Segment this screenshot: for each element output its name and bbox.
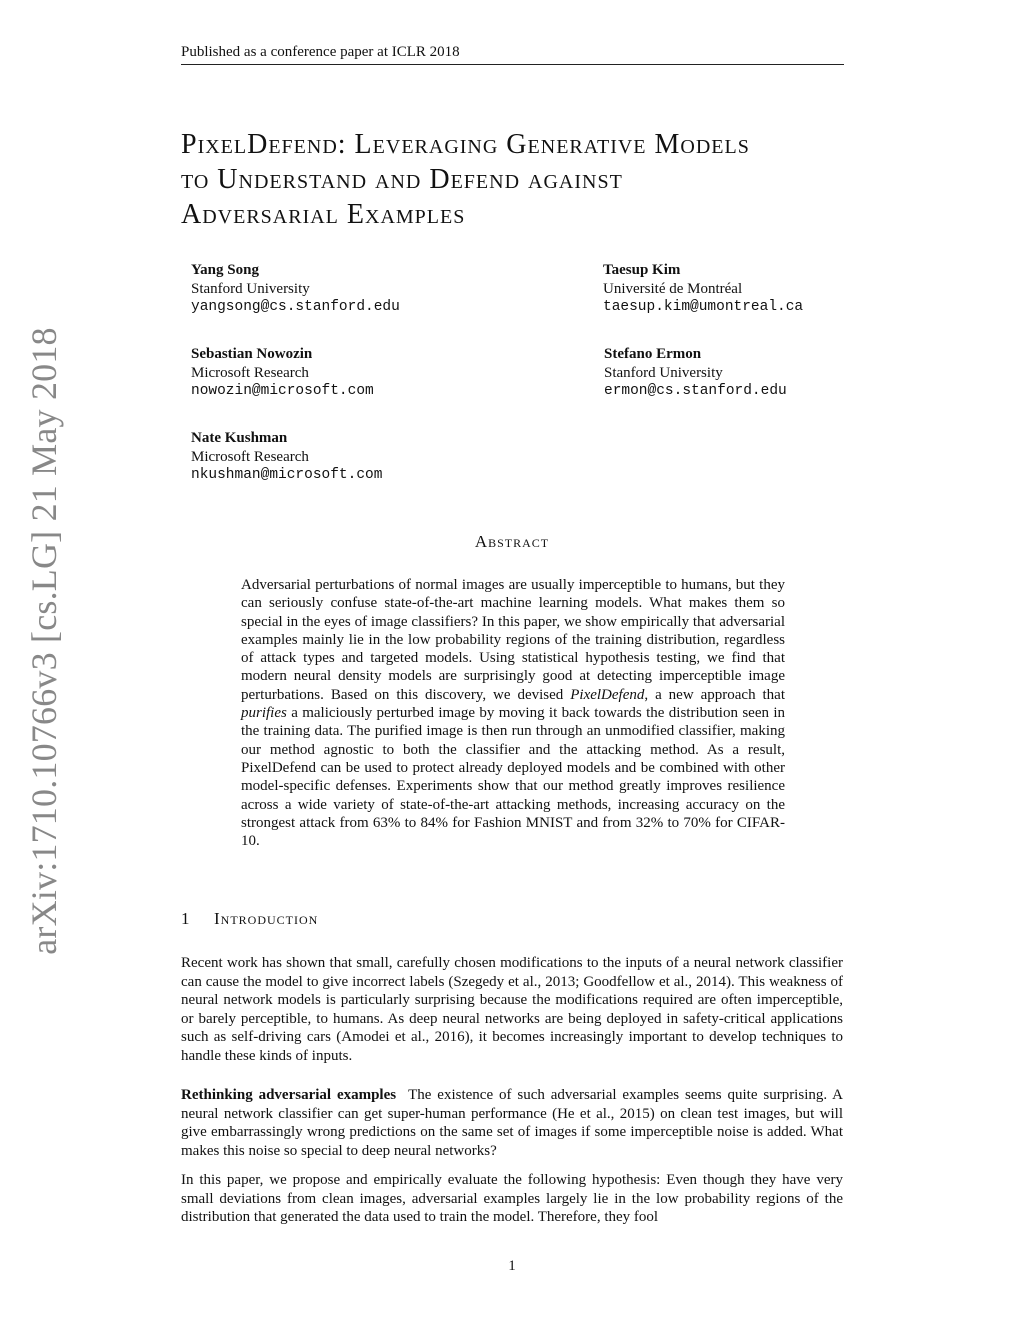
abstract-text: a maliciously perturbed image by moving it back towards the distribution seen in the training data. The purified image is then run through an unmodified classifier, making our method agnostic to both the classifier and the attacking method. As a result, PixelDefend can be used to protect already deployed models and be combined with other model-specific defenses. Experiments show that our method greatly improves resilience across a wide variety of state-of-the-art attacking methods, increasing accuracy on the strongest attack from 63% to 84% for Fashion MNIST and from 32% to 70% for CIFAR-10. <box>241 705 785 850</box>
author-affiliation: Microsoft Research <box>191 448 309 465</box>
author-affiliation: Stanford University <box>604 364 723 381</box>
author-affiliation: Université de Montréal <box>603 280 743 297</box>
author-block <box>191 261 400 317</box>
author-name: Stefano Ermon <box>604 346 702 362</box>
arxiv-stamp <box>0 0 64 1325</box>
title-line: Adversarial Examples <box>181 199 466 230</box>
author-email[interactable]: nowozin@microsoft.com <box>191 383 374 399</box>
abstract-emphasis: PixelDefend <box>570 686 645 703</box>
author-block <box>603 261 803 317</box>
arxiv-stamp-text: arXiv:1710.10766v3 [cs.LG] 21 May 2018 <box>24 327 64 955</box>
author-name: Sebastian Nowozin <box>191 346 313 362</box>
author-block <box>604 345 787 401</box>
intro-paragraph: Recent work has shown that small, carefully chosen modifications to the inputs of a neural network classifier can cause the model to give incorrect labels (Szegedy et al., 2013; Goodfellow et al., 2014). This weakness of neural network models is particularly surprising because the modifications required are often imperceptible, or barely perceptible, to humans. As deep neural networks are being deployed in safety-critical applications such as self-driving cars (Amodei et al., 2016), it becomes increasingly important to develop techniques to handle these kinds of inputs. <box>181 955 843 1064</box>
author-affiliation: Microsoft Research <box>191 364 309 381</box>
abstract-text: , a new approach that <box>644 686 786 703</box>
author-name: Yang Song <box>191 262 259 278</box>
abstract-heading: Abstract <box>474 532 550 551</box>
abstract-text: Adversarial perturbations of normal images are usually imperceptible to humans, but they can seriously confuse state-of-the-art machine learning models. What makes them so special in the eyes of image classifiers? In this paper, we show empirically that adversarial examples mainly lie in the low probability regions of the training distribution, regardless of attack types and targeted models. Using statistical hypothesis testing, we find that modern neural density models are surprisingly good at detecting imperceptible image perturbations. Based on this discovery, we devised <box>241 577 785 703</box>
author-email[interactable]: yangsong@cs.stanford.edu <box>191 299 400 315</box>
author-email[interactable]: taesup.kim@umontreal.ca <box>603 299 804 315</box>
section-title: Introduction <box>214 909 319 928</box>
rethinking-paragraph <box>181 1086 843 1160</box>
author-affiliation: Stanford University <box>191 280 310 297</box>
paper-title <box>181 127 861 232</box>
author-block <box>191 345 374 401</box>
page-number: 1 <box>508 1258 516 1274</box>
author-email[interactable]: nkushman@microsoft.com <box>191 467 383 483</box>
section-heading <box>181 909 318 929</box>
paragraph-heading: Rethinking adversarial examples <box>181 1087 397 1103</box>
author-name: Nate Kushman <box>191 430 288 446</box>
intro-paragraph: In this paper, we propose and empirically evaluate the following hypothesis: Even though they have very small deviations from clean images, adversarial examples largely lie in the low probability regions of the distribution that generated the data used to train the model. Therefore, they fool <box>181 1172 843 1225</box>
author-name: Taesup Kim <box>603 262 681 278</box>
author-block <box>191 429 382 485</box>
author-email[interactable]: ermon@cs.stanford.edu <box>604 383 787 399</box>
section-number: 1 <box>181 909 191 928</box>
title-line: PixelDefend: Leveraging Generative Models <box>181 129 750 160</box>
paragraph-text: The existence of such adversarial examples seems quite surprising. A neural network classifier can get super-human performance (He et al., 2015) on clean test images, but will give embarrassingly wrong predictions on the same set of images if some imperceptible noise is added. What makes this noise so special to deep neural networks? <box>181 1087 843 1159</box>
abstract-body <box>241 576 785 850</box>
title-line: to Understand and Defend against <box>181 164 623 195</box>
abstract-emphasis: purifies <box>241 705 287 722</box>
running-header: Published as a conference paper at ICLR 2018 <box>181 44 844 65</box>
